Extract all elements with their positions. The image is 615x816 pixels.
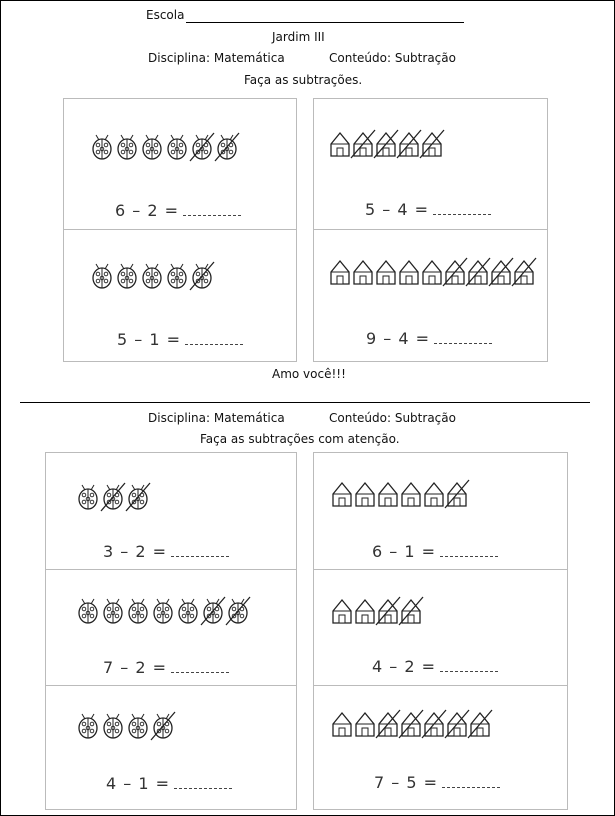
equation-text: 9 – 4 = [366, 329, 431, 348]
house-icon [379, 483, 397, 506]
house-icon [443, 258, 467, 286]
subtraction-equation [374, 773, 500, 792]
house-icon [399, 710, 423, 738]
content-label-2: Conteúdo: Subtração [329, 411, 456, 425]
house-group [330, 258, 590, 290]
house-icon [425, 483, 443, 506]
instruction-bottom: Faça as subtrações com atenção. [200, 432, 400, 446]
equation-text: 6 – 2 = [115, 201, 180, 220]
answer-blank[interactable] [185, 332, 243, 345]
content-label: Conteúdo: Subtração [329, 51, 456, 65]
house-icon [423, 261, 441, 284]
ladybug-icon [151, 712, 175, 740]
house-icon [333, 483, 351, 506]
subtraction-equation [372, 542, 498, 561]
equation-text: 3 – 2 = [103, 542, 168, 561]
ladybug-icon [79, 714, 97, 738]
house-icon [354, 261, 372, 284]
ladybug-icon [129, 599, 147, 623]
ladybug-icon [126, 483, 150, 511]
house-icon [331, 133, 349, 156]
house-icon [356, 713, 374, 736]
house-icon [420, 130, 444, 158]
house-icon [377, 261, 395, 284]
subtraction-equation [372, 657, 498, 676]
house-icon [466, 258, 490, 286]
ladybug-icon [101, 483, 125, 511]
house-icon [333, 713, 351, 736]
answer-blank[interactable] [174, 776, 232, 789]
subtraction-equation [365, 200, 491, 219]
discipline-label-2: Disciplina: Matemática [148, 411, 285, 425]
house-icon [351, 130, 375, 158]
subtraction-equation [106, 774, 232, 793]
equation-text: 4 – 2 = [372, 657, 437, 676]
school-label: Escola [146, 8, 185, 22]
school-name-blank[interactable] [186, 22, 464, 23]
house-icon [356, 483, 374, 506]
ladybug-icon [179, 599, 197, 623]
house-icon [400, 261, 418, 284]
ladybug-icon [190, 262, 214, 290]
house-icon [512, 258, 536, 286]
house-group [332, 597, 592, 629]
equation-text: 5 – 1 = [117, 330, 182, 349]
house-icon [445, 710, 469, 738]
house-icon [397, 130, 421, 158]
ladybug-icon [118, 264, 136, 288]
ladybug-group [78, 712, 338, 744]
ladybug-icon [93, 135, 111, 159]
house-group [330, 130, 590, 162]
ladybug-icon [79, 599, 97, 623]
equation-text: 6 – 1 = [372, 542, 437, 561]
ladybug-icon [104, 599, 122, 623]
equation-text: 4 – 1 = [106, 774, 171, 793]
subtraction-equation [115, 201, 241, 220]
ladybug-icon [215, 133, 239, 161]
house-icon [445, 480, 469, 508]
subtraction-equation [103, 542, 229, 561]
ladybug-icon [168, 135, 186, 159]
equation-text: 5 – 4 = [365, 200, 430, 219]
answer-blank[interactable] [440, 659, 498, 672]
house-icon [402, 483, 420, 506]
ladybug-icon [79, 485, 97, 509]
subtraction-equation [117, 330, 243, 349]
house-icon [489, 258, 513, 286]
answer-blank[interactable] [433, 202, 491, 215]
house-group [332, 480, 592, 512]
equation-text: 7 – 2 = [103, 658, 168, 677]
house-icon [374, 130, 398, 158]
answer-blank[interactable] [171, 660, 229, 673]
answer-blank[interactable] [171, 544, 229, 557]
house-icon [356, 600, 374, 623]
house-group [332, 710, 592, 742]
section-divider [20, 402, 590, 403]
house-icon [333, 600, 351, 623]
ladybug-icon [226, 597, 250, 625]
ladybug-icon [129, 714, 147, 738]
equation-text: 7 – 5 = [374, 773, 439, 792]
ladybug-group [78, 483, 338, 515]
house-icon [376, 597, 400, 625]
ladybug-icon [118, 135, 136, 159]
ladybug-icon [104, 714, 122, 738]
house-icon [468, 710, 492, 738]
house-icon [376, 710, 400, 738]
ladybug-icon [168, 264, 186, 288]
ladybug-icon [93, 264, 111, 288]
ladybug-icon [154, 599, 172, 623]
subtraction-equation [366, 329, 492, 348]
answer-blank[interactable] [440, 544, 498, 557]
footer-note: Amo você!!! [272, 367, 346, 381]
ladybug-group [92, 262, 352, 294]
house-icon [422, 710, 446, 738]
ladybug-icon [143, 264, 161, 288]
house-icon [399, 597, 423, 625]
answer-blank[interactable] [434, 331, 492, 344]
class-name: Jardim III [272, 30, 325, 44]
ladybug-group [78, 597, 338, 629]
house-icon [331, 261, 349, 284]
ladybug-icon [143, 135, 161, 159]
subtraction-equation [103, 658, 229, 677]
answer-blank[interactable] [442, 775, 500, 788]
ladybug-icon [201, 597, 225, 625]
ladybug-icon [190, 133, 214, 161]
answer-blank[interactable] [183, 203, 241, 216]
instruction-top: Faça as subtrações. [244, 73, 363, 87]
ladybug-group [92, 133, 352, 165]
discipline-label: Disciplina: Matemática [148, 51, 285, 65]
